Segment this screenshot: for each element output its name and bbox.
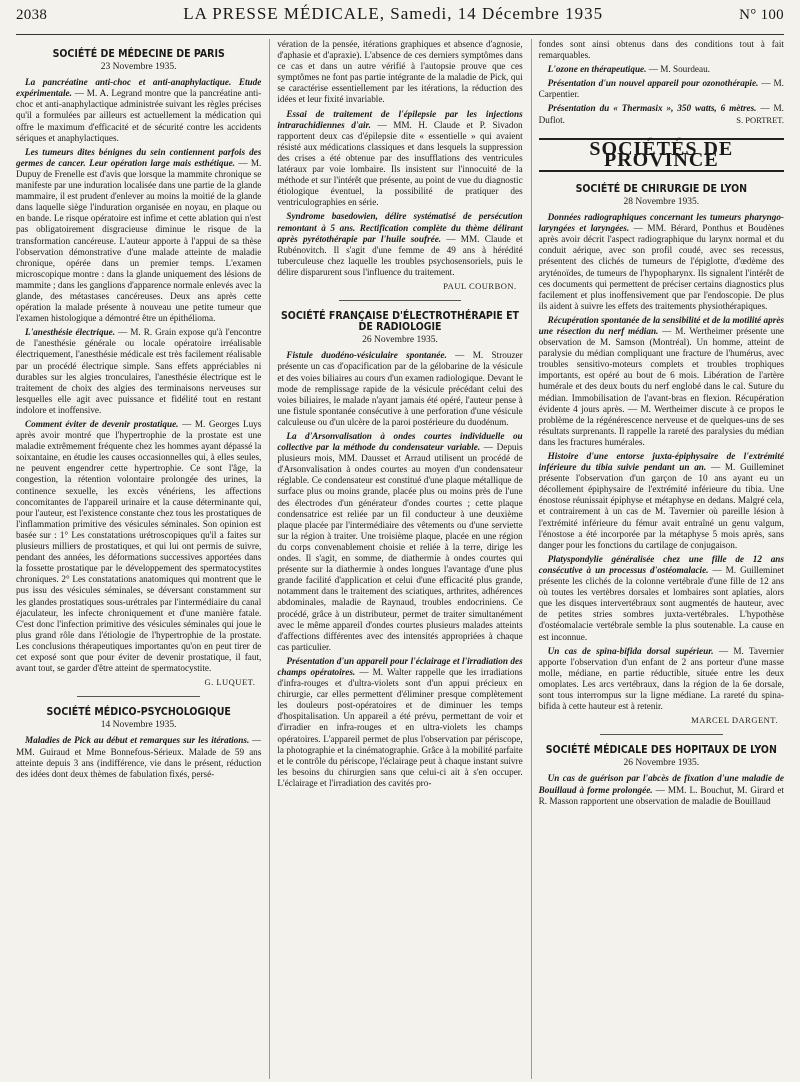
article-entry: Présentation du « Thermasix », 350 watts, 6 mètres. — M. Duflot. S. PORTRET. [538, 103, 784, 125]
article-entry: Les tumeurs dites bénignes du sein contiennent parfois des germes de cancer. Leur opération large mais esthétique. — M. Dupuy de Frenelle est d'avis que lorsque la mammite chronique se manifeste par une induration localisée dans une partie de la glande mammaire, il est prudent d'enlever au moins la moitié de la glande dans laquelle siège l'induration organisée en noyau, en plaque ou en bande. Le risque opératoire est infime et cette ablation qui n'est pas obligatoirement disgracieuse diminue le risque de la transformation cancéreuse. L'auteur apporte à l'appui de sa thèse l'observation démonstrative d'une malade atteinte de maladie chronique, opérée dans un premier temps. L'examen microscopique montre : dans la glande uniquement des lésions de mammite ; dans les ganglions d'apparence normale enlevés avec la glande, des métastases cancéreuses. Deux ans après cette opération la malade présente à nouveau une petite tumeur que l'examen histologique a démontré être un épithélioma. [16, 146, 262, 324]
section-title: SOCIÉTÉ MÉDICALE DES HOPITAUX DE LYON [545, 744, 777, 757]
article-entry: Récupération spontanée de la sensibilité et de la motilité après une résection du nerf médian. — M. Wertheimer présente une observation de M. Samson (Montréal). Un homme, atteint de paralysie du médian compliquant une fracture de l'humérus, avec troubles sensitivo-moteurs complets et troubles trophiques importants, est opéré au bout de 6 mois. Libération de l'artère humérale et des deux bouts du nerf englobé dans le cal. Suture du médian. Immobilisation de l'avant-bras en flexion. Récupération évidente 4 jours après. — M. Wertheimer discute à ce propos le problème de la régénérescence nerveuse et de quelques-uns de ses résultats surprenants. Il rappelle la rareté des paralysies du médian dans les fractures humérales. [538, 314, 784, 447]
divider [600, 734, 723, 735]
article-entry: Présentation d'un nouvel appareil pour ozonothérapie. — M. Carpentier. [538, 78, 784, 100]
column-3 [531, 39, 784, 1079]
article-entry: L'ozone en thérapeutique. — M. Sourdeau. [547, 64, 710, 75]
signature: MARCEL DARGENT. [691, 715, 778, 726]
article-entry: Un cas de guérison par l'abcès de fixation d'une maladie de Bouillaud à forme prolongée. — MM. L. Bouchut, M. Girard et R. Masson rapportent une observation de maladie de Bouillaud [538, 773, 784, 806]
article-entry: Comment éviter de devenir prostatique. — M. Georges Luys après avoir montré que l'hypertrophie de la prostate est une maladie extrêmement fréquente chez les hommes ayant dépassé la soixantaine, en étudie les causes occasionnelles qui, à elles seules, ne peuvent engendrer cette hypertrophie. Ce sont l'âge, la congestion, la rétention volontaire prolongée des urines, la continence sexuelle, les excès vénériens, les affections concomitantes de l'appareil urinaire et la cause déterminante qui, pour l'auteur, est l'existence constante chez tous les prostatiques de l'inflammation primitive des vésicules séminales. Son opinion est basée sur : 1° Les constatations urétroscopiques qu'il a faites sur plusieurs milliers de prostatiques, et qui lui ont permis de suivre, pendant des années, les déformations successives apportées dans la fossette prostatique par le développement des spermatocystites chroniques. 2° Les constatations anatomiques qui montrent que le pus issu des vésicules séminales, se déversant constamment sur les glandes prostatiques sous-urétrales par l'intermédiaire du canal éjaculateur, les infecte chroniquement et d'une manière fatale. C'est donc l'infection primitive des vésicules séminales qui joue le plus grand rôle dans l'étiologie de l'hypertrophie de la prostate. Les conclusions thérapeutiques importantes qu'on en peut tirer de cet exposé sont que pour éviter de devenir prostatique, il faut, avant tout, se garder d'être atteint de spermatocystite. [16, 419, 262, 674]
article-entry: Syndrome basedowien, délire systématisé de persécution remontant à 5 ans. Rectification complète du thème délirant après pyrétothérapie par l'huile soufrée. — MM. Claude et Rubénovitch. Il s'agit d'une femme de 49 ans à hérédité tuberculeuse chez laquelle les troubles psychosensoriels, puis le délire disparurent sous l'influence du traitement. [277, 211, 523, 277]
section-title: SOCIÉTÉ MÉDICO-PSYCHOLOGIQUE [46, 706, 231, 719]
masthead [16, 0, 784, 35]
article-continuation: vération de la pensée, itérations graphiques et absence d'agnosie, d'aphasie et d'apraxie). L'absence de ces derniers symptômes dans ce cas et dans un autre vérifié à l'autopsie prouve que ces symptômes ne font pas partie intégrante de la maladie de Pick, qui se caractérise essentiellement par les itérations, la réduction des idées et leur fixité invariable. [277, 39, 523, 105]
columns [16, 39, 784, 1079]
article-entry: La d'Arsonvalisation à ondes courtes individuelle ou collective par la méthode du condensateur variable. — Depuis plusieurs mois, MM. Dausset et Arraud utilisent un procédé de d'Arsonvalisation à ondes courtes au moyen d'un condensateur réglable. Ce condensateur est constitué d'une plaque métallique de surface plus ou moins grande, placée plus ou moins près de l'une des électrodes d'un générateur d'ondes courtes ; cette plaque condensatrice est reliée par un fil conducteur à une deuxième plaque placée par l'intermédiaire des vêtements ou d'une serviette sur la région à traiter. Une troisième plaque, placée en une région du corps convenablement choisie et reliée à la terre, dirige les ondes. Il s'agit, en somme, de diathermie à ondes courtes qui présente sur la diathermie à ondes longues l'avantage d'une plus grande facilité d'application et celui d'une efficacité plus grande, notamment dans le traitement des sciatiques, arthrites, adhérences abdominales, maladie de Raynaud, troubles endocriniens. Ce procédé, grâce à un distributeur, permet de traiter simultanément avec le même appareil d'ondes courtes plusieurs malades atteints d'affections différentes avec des intensités appropriées à chaque cas particulier. [277, 431, 523, 652]
article-entry: L'anesthésie électrique. — M. R. Grain expose qu'à l'encontre de l'anesthésie générale ou locale opératoire irréalisable électriquement, l'anesthésie médicale est très facilement réalisable par un procédé électrique simple. Sans effets appréciables ni durables sur les algies tronculaires, l'anesthésie électrique est le traitement de choix des algies des terminaisons nerveuses sur lesquelles elle agit avec puissance et fidélité tout en restant indolore et inoffensive. [16, 327, 262, 415]
section-date: 26 Novembre 1935. [362, 335, 438, 346]
divider [77, 696, 200, 697]
section-date: 26 Novembre 1935. [623, 758, 700, 769]
section-date: 14 Novembre 1935. [100, 720, 177, 731]
major-section-title: SOCIÉTÉS DE PROVINCE [539, 138, 784, 172]
article-continuation: fondes sont ainsi obtenus dans des conditions tout à fait remarquables. [538, 39, 784, 61]
divider [339, 300, 462, 301]
article-entry: Maladies de Pick au début et remarques sur les itérations. — MM. Guiraud et Mme Bonnefous-Sérieux. Malade de 59 ans atteinte depuis 3 ans (indifférence, vie dans le présent, réduction des idées dont deux thèmes de fabulation fixés, persé- [16, 735, 262, 779]
signature: PAUL COURBON. [443, 280, 517, 291]
journal-title: LA PRESSE MÉDICALE, Samedi, 14 Décembre 1935 [183, 4, 604, 23]
column-1 [16, 39, 261, 1079]
article-entry: Fistule duodéno-vésiculaire spontanée. — M. Strouzer présente un cas d'opacification par de la gélobarine de la vésicule et des voies biliaires au cours d'un examen radiologique. Devant le mode de remplissage rapide de la vésicule précédant celui des voies biliaires, le malade n'ayant jamais été opéré, l'auteur pense à une fistule spontanée consécutive à une perforation d'une vésicule calculeuse ou d'un ulcère de la paroi postérieure du duodénum. [277, 350, 523, 427]
article-entry: Présentation d'un appareil pour l'éclairage et l'irradiation des champs opératoires. — M. Walter rappelle que les irradiations d'infra-rouges et d'ultra-violets sont d'un appui précieux en chirurgie, car elles permettent d'éliminer presque complètement les douleurs post-opératoires et de diminuer les temps d'hospitalisation. Un appareil a été prévu, permettant de voir et d'irradier en infra-rouges et en ultra-violets les champs opératoires. L'appareil permet de plus l'observation par périscope, la photographie et la cinématographie. Grâce à la mobilité parfaite et le contrôle du périscope, l'éclairage peut à chaque instant suivre les besoins du chirurgien sans que celui-ci ait à s'en occuper. L'éclairage et l'irradiation des cavités pro- [277, 655, 523, 788]
section-date: 23 Novembre 1935. [100, 62, 177, 73]
signature: G. LUQUET. [204, 677, 256, 688]
article-entry: Platyspondylie généralisée chez une fille de 12 ans consécutive à un processus d'ostéomalacie. — M. Guilleminet présente les clichés de la colonne vertébrale d'une fille de 12 ans où toutes les vertèbres dorsales et lombaires sont aplaties, alors que les disques intervertébraux sont augmentés de hauteur, avec de petites stries sombres juxta-vertébrales. L'hypothèse d'ostéomalacie vertébrale semble la plus soutenable. La cause en est inconnue. [538, 553, 784, 642]
column-2 [269, 39, 522, 1079]
section-date: 28 Novembre 1935. [623, 196, 700, 207]
section-title: SOCIÉTÉ DE CHIRURGIE DE LYON [575, 182, 748, 195]
section-title: SOCIÉTÉ DE MÉDECINE DE PARIS [52, 48, 225, 60]
page-number: 2038 [16, 7, 48, 23]
article-entry: La pancréatine anti-choc et anti-anaphylactique. Etude expérimentale. — M. A. Legrand montre que la pancréatine anti-choc et anti-anaphylactique administrée suivant les règles précises qu'il a formulées par ailleurs est actuellement la médication qui offre le maximum d'efficacité et de sécurité contre les accidents sériques et anaphylactiques. [16, 77, 262, 143]
section-title: SOCIÉTÉ FRANÇAISE D'ÉLECTROTHÉRAPIE ET DE RADIOLOGIE [281, 310, 519, 334]
article-entry: Un cas de spina-bifida dorsal supérieur. — M. Tavernier apporte l'observation d'un enfant de 2 ans porteur d'une masse molle, médiane, en partie réductible, située entre les deux omoplates. Les arcs vertébraux, dans la région de la 6e dorsale, sont tous interrompus sur la ligne médiane. La rareté du spina-bifida à cette hauteur est à retenir. [538, 645, 784, 712]
article-entry: Données radiographiques concernant les tumeurs pharyngo-laryngées et laryngées. — MM. Bérard, Ponthus et Boudènes après avoir décrit l'aspect radiographique du larynx normal et du conduit aérique, avec son profil coudé, avec ses recessus, présentent des clichés de tumeurs de l'épiglotte, d'œdème des aryténoïdes, de tumeurs de l'hypopharynx. Ils signalent l'intérêt de ces documents qui permettent de préciser certains diagnostics plus facilement et plus inoffensivement que par l'endoscopie. De plus ils aident à suivre les effets des traitements physiothérapiques. [538, 212, 784, 311]
article-entry: Essai de traitement de l'épilepsie par les injections intrarachidiennes d'air. — MM. H. Claude et P. Sivadon rapportent deux cas d'épilepsie dite « essentielle » qui avaient résisté aux médications classiques et dans lesquels la suppression des crises a été obtenue par des insufflations des ventricules latéraux par voie lombaire. Ils insistent sur l'innocuité de la méthode et sur l'intérêt que présente, au point de vue du diagnostic étiologique éventuel, la possibilité de pratiquer des ventriculographies en série. [277, 108, 523, 208]
issue-number: N° 100 [739, 7, 784, 23]
article-entry: Histoire d'une entorse juxta-épiphysaire de l'extrémité inférieure du tibia suivie pendant un an. — M. Guilleminet présente l'observation d'un garçon de 10 ans ayant eu un décollement épiphysaire de l'extrémité inférieure du tibia. Une énostose réunissait épiphyse et métaphyse en dedans. Malgré cela, et contrairement à un cas de M. Tavernier où pareille lésion à l'extrémité inférieure du fémur avait entraîné un genu valgum, l'énostose a été incorporée par la métaphyse 5 mois après, sans danger pour les fonctions du cartilage de conjugaison. [538, 451, 784, 550]
